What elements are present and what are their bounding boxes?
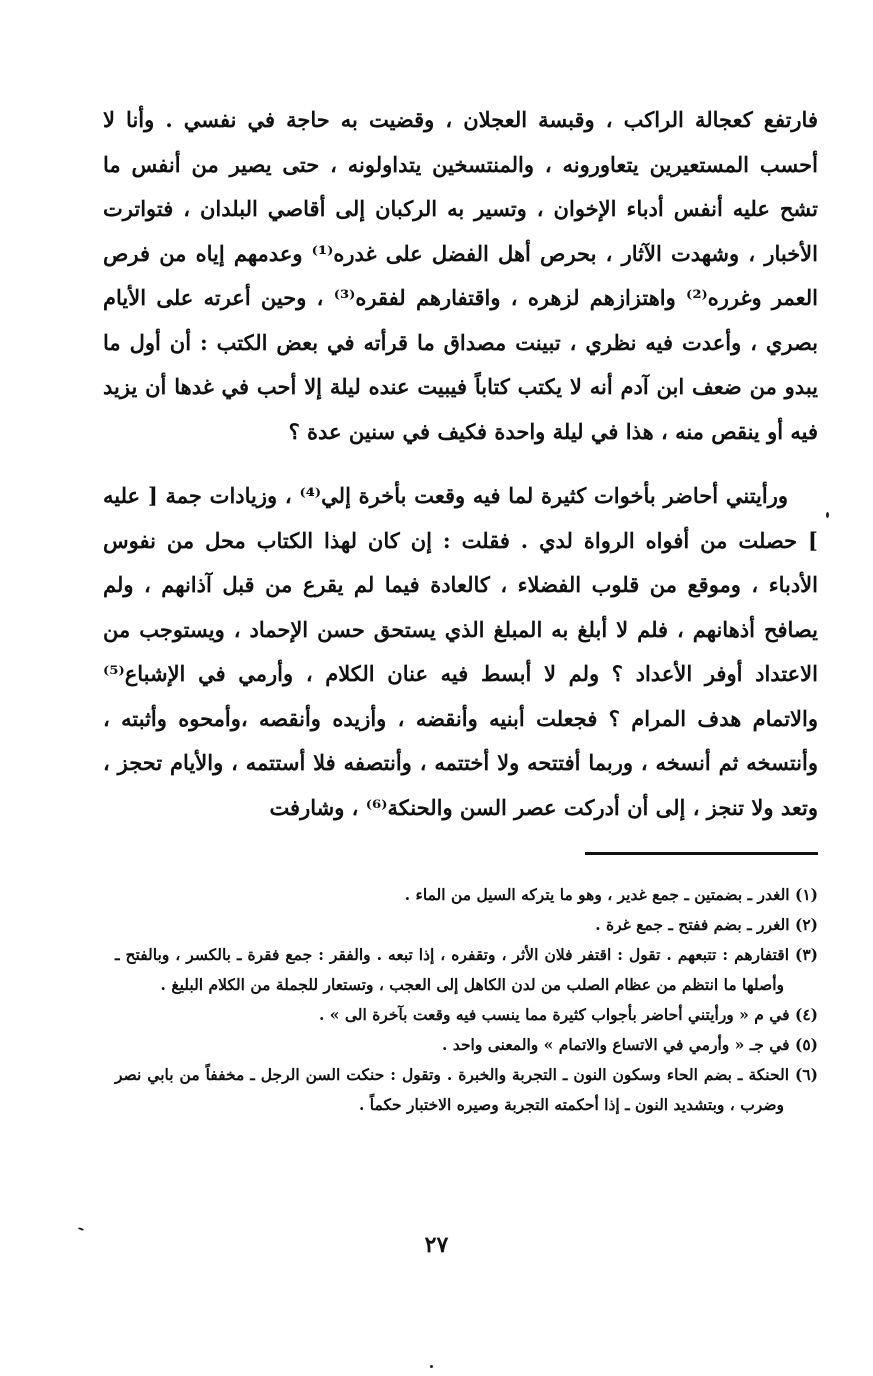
scan-speck	[78, 1227, 84, 1231]
footnote-4: (٤) في م « ورأيتني أحاضر بأجواب كثيرة مما ينسب فيه وقعت بآخرة الى » .	[318, 1005, 818, 1024]
paragraph-2: ورأيتني أحاضر بأخوات كثيرة لما فيه وقعت بأخرة إلي⁽⁴⁾ ، وزيادات جمة [ عليه ] حصلت من أفواه الرواة لدي . فقلت : إن كان لهذا الكتاب محل من نفوس الأدباء ، وموقع من قلوب الفضلاء ، كالعادة فيما لم يقرع من قبل آذانهم ، ولم يصافح أذهانهم ، فلم لا أبلغ به المبلغ الذي يستحق حسن الإحماد ، ويستوجب من الاعتداد أوفر الأعداد ؟ ولم لا أبسط فيه عنان الكلام ، وأرمي في الإشباع⁽⁵⁾ والاتمام هدف المرام ؟ فجعلت أبنيه وأنقضه ، وأزيده وأنقصه ،وأمحوه وأثبته ، وأنتسخه ثم أنسخه ، وربما أفتتحه ولا أختتمه ، وأنتصفه فلا أستتمه ، والأيام تحجز ، وتعد ولا تنجز ، إلى أن أدركت عصر السن والحنكة⁽⁶⁾ ، وشارفت	[103, 483, 818, 820]
scan-speck	[826, 512, 829, 518]
footnote-1: (١) الغدر ـ بضمتين ـ جمع غدير ، وهو ما يتركه السيل من الماء .	[404, 885, 818, 904]
main-text	[103, 98, 818, 830]
footnote-6: (٦) الحنكة ـ بضم الحاء وسكون النون ـ التجربة والخبرة . وتقول : حنكت السن الرجل ـ مخففاً من بابي نصر وضرب ، وبتشديد النون ـ إذا أحكمته التجربة وصيره الاختبار حكماً .	[115, 1065, 818, 1114]
footnote-divider	[585, 852, 818, 855]
footnote-3: (٣) اقتفارهم : تتبعهم . تقول : اقتفر فلان الأثر ، وتقفره ، إذا تبعه . والفقر : جمع فقرة ـ بالكسر ، وبالفتح ـ وأصلها ما انتظم من عظام الصلب من لدن الكاهل إلى العجب ، وتستعار للجملة من الكلام البليغ .	[115, 945, 818, 994]
footnote-2: (٢) الغرر ـ بضم ففتح ـ جمع غرة .	[595, 915, 818, 934]
page-number: ٢٧	[424, 1232, 449, 1258]
paragraph-1: فارتفع كعجالة الراكب ، وقبسة العجلان ، وقضيت به حاجة في نفسي . وأنا لا أحسب المستعيرين يتعاورونه ، والمنتسخين يتداولونه ، حتى يصير من أنفس ما تشح عليه أنفس أدباء الإخوان ، وتسير به الركبان إلى أقاصي البلدان ، فتواترت الأخبار ، وشهدت الآثار ، بحرص أهل الفضل على غدره⁽¹⁾ وعدمهم إياه من فرص العمر وغرره⁽²⁾ واهتزازهم لزهره ، واقتفارهم لفقره⁽³⁾ ، وحين أعرته على الأيام بصري ، وأعدت فيه نظري ، تبينت مصداق ما قرأته في بعض الكتب : أن أول ما يبدو من ضعف ابن آدم أنه لا يكتب كتاباً فيبيت عنده ليلة إلا أحب في غدها أن يزيد فيه أو ينقص منه ، هذا في ليلة واحدة فكيف في سنين عدة ؟	[103, 107, 818, 444]
footnote-5: (٥) في جـ « وأرمي في الاتساع والاتمام » والمعنى واحد .	[442, 1035, 818, 1054]
scan-speck	[430, 1365, 433, 1368]
footnotes	[115, 880, 818, 1120]
